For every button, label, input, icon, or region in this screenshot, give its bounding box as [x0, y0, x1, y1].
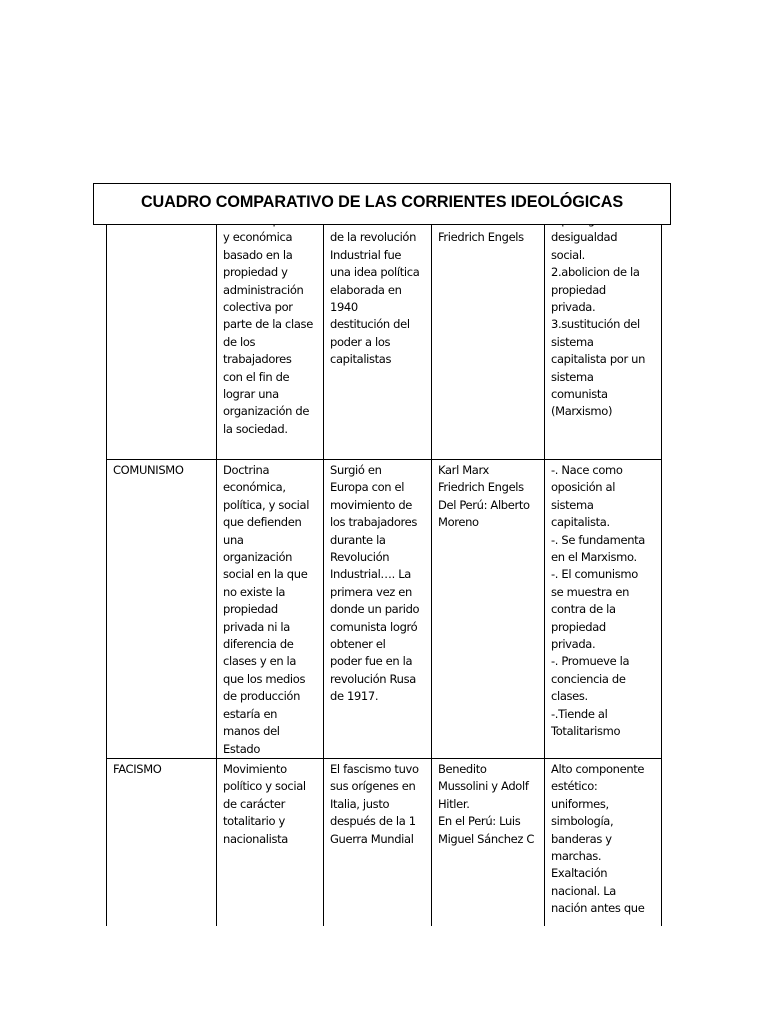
cell-origin	[324, 221, 432, 460]
origin-text: Surgió en Europa con el movimiento de los trabajadores durante la Revolución Industrial…. La primera vez en donde un parido comunista logró obtener el poder fue en la revolución Rusa de 1917.	[330, 463, 420, 704]
cell-ideology-name	[107, 221, 217, 460]
definition-text: y económica basado en la propiedad y administración colectiva por parte de la clase de los trabajadores con el fin de lograr una organización de la sociedad.	[223, 230, 313, 436]
characteristics-text: -. Nace como oposición al sistema capitalista. -. Se fundamenta en el Marxismo. -. El comunismo se muestra en contra de la propiedad privada. -. Promueve la conciencia de clases. -.Tiende al Totalitarismo	[551, 463, 645, 739]
table-row-comunismo	[107, 460, 662, 759]
origin-text: El fascismo tuvo sus orígenes en Italia, justo después de la 1 Guerra Mundial	[330, 761, 419, 846]
table-row-socialismo	[107, 221, 662, 460]
cell-definition	[217, 460, 324, 759]
cell-definition	[217, 221, 324, 460]
origin-text: de la revolución Industrial fue una idea política elaborada en 1940 destitución del poder a los capitalistas	[330, 230, 420, 367]
table-title-box	[93, 183, 671, 225]
cell-ideology-name	[107, 460, 217, 759]
document-title: CUADRO COMPARATIVO DE LAS CORRIENTES IDEOLÓGICAS	[140, 192, 624, 211]
representatives-text: Friedrich Engels	[438, 230, 524, 245]
definition-text: Doctrina económica, política, y social que defienden una organización social en la que no existe la propiedad privada ni la diferencia de clases y en la que los medios de producción estaría en manos del Estado	[223, 463, 310, 756]
definition-text: Movimiento político y social de carácter totalitario y nacionalista	[223, 761, 306, 846]
ideology-name-text: FACISMO	[113, 761, 162, 776]
representatives-text: Benedito Mussolini y Adolf Hitler. En el Perú: Luis Miguel Sánchez C	[438, 761, 535, 846]
representatives-text: Karl Marx Friedrich Engels Del Perú: Alberto Moreno	[438, 463, 530, 530]
comparison-table-area	[106, 220, 661, 917]
cell-definition	[217, 758, 324, 926]
characteristics-text: desigualdad social. 2.abolicion de la propiedad privada. 3.sustitución del sistema capitalista por un sistema comunista (Marxismo)	[551, 230, 646, 419]
cell-representatives	[432, 758, 545, 926]
cell-origin	[324, 460, 432, 759]
cell-characteristics	[545, 758, 662, 926]
ideology-name-text: COMUNISMO	[113, 463, 184, 477]
cell-ideology-name	[107, 758, 217, 926]
cell-characteristics	[545, 221, 662, 460]
characteristics-text: Alto componente estético: uniformes, simbología, banderas y marchas. Exaltación nacional. La nación antes que	[551, 761, 645, 916]
cell-origin	[324, 758, 432, 926]
table-row-facismo	[107, 758, 662, 926]
cell-representatives	[432, 221, 545, 460]
comparison-table	[106, 220, 662, 926]
cell-representatives	[432, 460, 545, 759]
cell-characteristics	[545, 460, 662, 759]
